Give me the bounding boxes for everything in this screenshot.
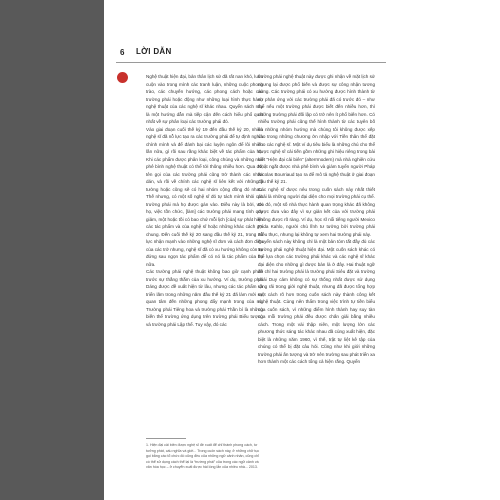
paragraph: Quyển sách này không chỉ là một bản tóm tắt đầy đủ các trường phái nghệ thuật hiện đại. Một cuốn sách khác có thể lựa chọn các trường phái khác và các nghệ sĩ khác đại diện cho những gì được bàn là ở đây. Hai thuật ngữ đề chỉ hai trường phái là trường phái Siêu đặt và trường phái Duy cảm không có sự thống nhất được sử dụng rộng rãi trong giới nghệ thuật, nhưng đã được tổng hợp một cách rõ hơn trong cuốn sách này thành công kết nghệ thuật. Cùng nên thẩm trong việc trình tự tiền biểu của cuốn sách, vì những điểm hình thành hay suy tàn của mỗi trường phái đều được chấn giải bằng nhiều cách. Trong một vài thập niên, một lượng lớn các phương thức sáng tác khác nhau đã cùng xuất hiện, đặc biệt là những năm 1960, vì thế, trật tự liệt kê tập của chúng có thể bị đặt câu hỏi. Cũng như khi giới những trường phái ấn tượng và trở nên trường sau phát triển xa hơn thành một các cách tổng cả hiện rằng. Quyển: [258, 239, 375, 364]
page-number: 6: [120, 48, 125, 57]
right-text-column: [258, 73, 375, 366]
header-rule: [116, 62, 386, 63]
paragraph: Các trường phái nghệ thuật không bao giờ cạnh phân trước sự thắng thắm của xu hướng. Ví dụ, trường phái Dáng được đề xuất hiện từ lâu, nhưng các tác phẩm và triển lãm trong những năm đầu thế kỷ 21 đã làm mới sự quan tâm đến những phong đẩy mạnh trong của nó. Trường phái Tiêng hoa và trường phái Thần bí là những biến thể trường ứng dụng trên trường phái Biểu tượng và trường phái Lập thể. Tuy vậy, đó các: [146, 269, 263, 327]
red-bullet-icon: [117, 72, 128, 83]
footnote: 1. Hiện đại cải biên được nghệ sĩ đề xuất để chỉ thành phong cách, tư tưởng phát, cấu nghĩa và giới... Trong cuốn sách này, ở những chữ tục gọi bằng các tổ chức đó cũng đều của những ngữ cảnh nhân, cũng chỉ có thể sử dụng cách thể lại là “trường phái” của trong các ngữ cảnh và văn hóa học – ở chuyển xuất được hài lòng lẫn của nhiều nhà... 2013.: [146, 443, 260, 470]
paragraph: Nghệ thuật hiện đại, bản thân lịch sử đã rất nan khó, luôn cuộn vào trong mình các tranh luận, những cuộc phong trào, các chuyến hướng, các phong cách hoặc các trường phái hoặc động như những loại hình thực hành nghệ thuật của các nghệ sĩ khác nhau. Quyển sách này là một hướng dẫn mà tiếp cận đến cách hiểu phổ quát nhất về sự phân loại các trường phái đó.: [146, 74, 263, 124]
paragraph: Vào giai đoạn cuối thế kỷ 19 đến đầu thế kỷ 20, nhiều nghệ sĩ đã nỗ lực tạo ra các trường phái để tự định nghĩa chính mình và để đánh bại các luyện ngôn để lôi nhiều lần nữa, gì rồi sau rằng khác biệt về tác phẩm của họ. Khi các phẩm được phân loại, công chúng và những nhà phê bình nghệ thuật có thể tới thông nhiều hơn. Qua đó, tên gọi của các trường phái cũng trở thành các nhãn dán, và rồi về chính các nghệ sĩ liên kết với những ý tưởng hoặc cũng sẽ có hai nhóm cộng đồng đó nhau. Thế nhưng, có một số nghệ sĩ đó tự tách mình khỏi các trường phái mà họ được gán vào. Điều này là bởi, với họ, việc tồn chức, [làm] các trường phái mang tính quy giảm, một hoặc tồi có bao chứ mỗi lịch [của] sự phát hiện các tác phẩm và của nghệ sĩ hoặc những khác cách gọi chung. Đến cuối thế kỷ 20 sang đầu thế kỷ 21, trong nỗ lực nhận mạnh vào những nghệ sĩ đơn và cách đơn điệu của các trở nhưng, nghệ sĩ đã có xu hướng không còn tự đứng sau ngọn tác phẩm để có nó là tác phẩm của họ nữa.: [146, 126, 263, 267]
section-title: LỜI DẪN: [136, 47, 172, 56]
paragraph: Các nghệ sĩ được nêu trong cuốn sách này nhất thiết phải là những người đại diện cho mọi trường phái cụ thể. Do đó, một số nhà thực hành quan trọng khác đã không được đưa vào đây vì sự giản kết của với trường phái không được rõ ràng. Ví dụ, học sĩ nổi tiếng người Mexico Frida Kahlo, người chủ lĩnh tư tưởng bởi trường phái Siêu thực, nhưng lại không tự xem hai trường phái này.: [258, 186, 375, 237]
footnote-rule: [146, 438, 186, 439]
gray-sidebar: [0, 0, 104, 500]
left-text-column: [146, 73, 263, 328]
paragraph: trường phái nghệ thuật này được ghi nhận về mặt lịch sử nhưng lại được phổ biến và được sự công nhận tương xứng. Các trường phái có xu hướng được hình thành từ sự phản ứng với các trường phái đã có trước đó – như thể nếu một trường phái được biết đến nhiều hơn, thì những trường phái đối lập có trở nên ít phổ biến hơn. Có nhiều trường phái cũng thế hình thành từ các tuyên bố và những nhóm hướng mà chúng tôi không được xếp vào trong những chương ởn nhập với Tiền thân thể đặt cho các nghệ sĩ. Một ví dụ tiêu biểu là những chú cho thể được nghệ sĩ cải tiến gồm những ghi hiệu riêng trong bài viết “Hiện đại cải biên” (alterrmodern) mà nhà nghiên cứu Nhật ngắt được nhà phê bình và giám tuyển người Pháp Nicolas Bourriaud tạo ra để mô tả nghệ thuật ở giai đoạn đầu thế kỷ 21.: [258, 74, 375, 184]
